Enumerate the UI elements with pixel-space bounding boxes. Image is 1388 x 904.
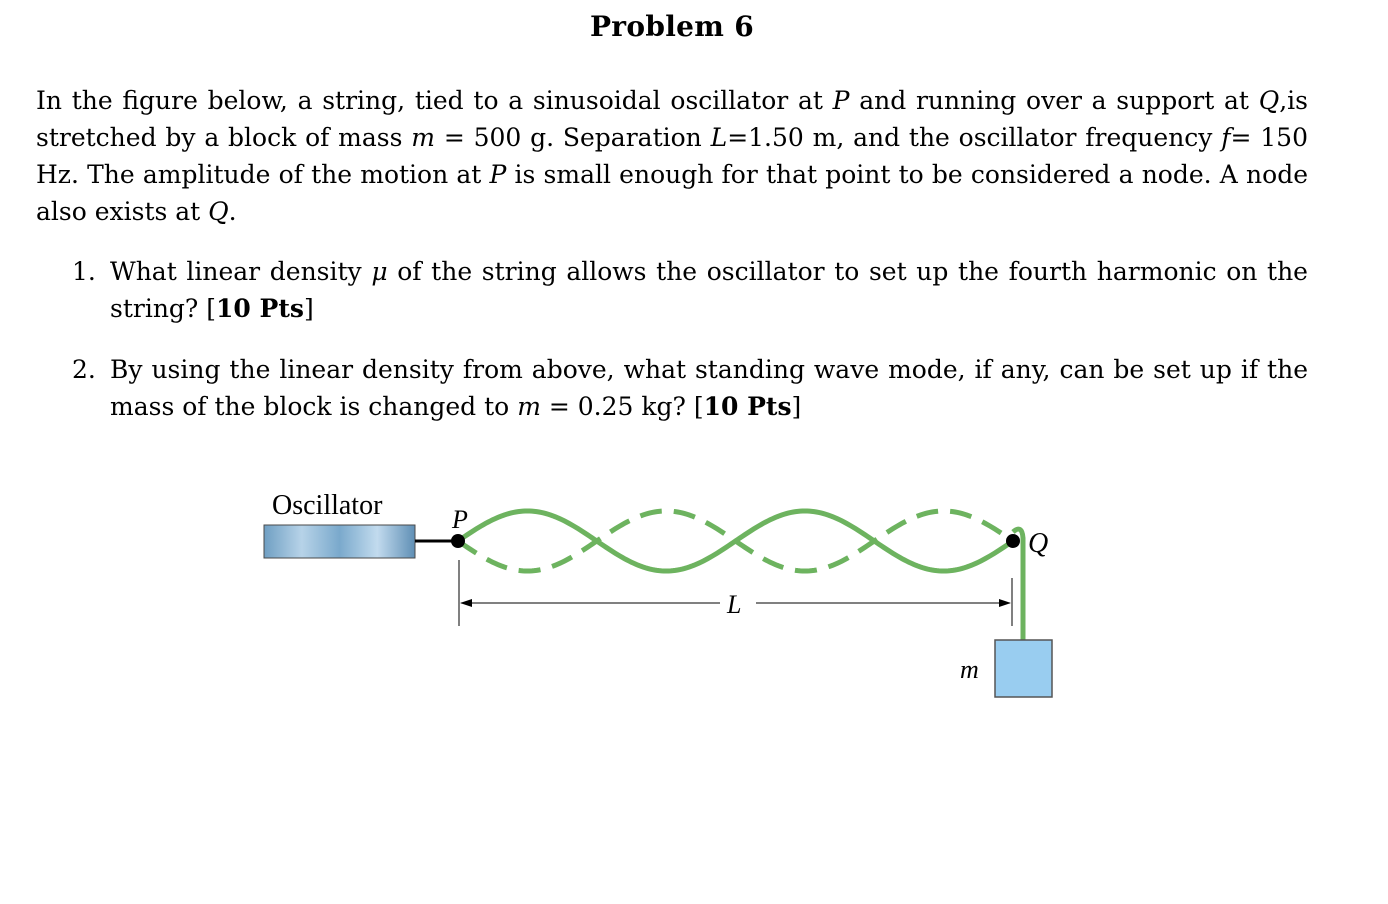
problem-statement: In the figure below, a string, tied to a sinusoidal oscillator at P and running over a support at Q,is stretched by a block of mass m = 500 g. Separation L=1.50 m, and the oscillator frequency f= 150 Hz. The amplitude of the motion at P is small enough for that point to be considered a node. A node also exists at Q.: [36, 86, 1308, 226]
problem-title: Problem 6: [589, 10, 755, 43]
string-solid-wave: [458, 511, 1013, 571]
question-2: 2. By using the linear density from above, what standing wave mode, if any, can be set up if the mass of the block is changed to m = 0.25 kg? [10 Pts]: [72, 351, 1308, 425]
standing-wave-figure: [250, 480, 1070, 720]
oscillator-label: Oscillator: [272, 490, 383, 521]
points-label: 10 Pts: [216, 294, 304, 323]
point-q-label: Q: [1028, 528, 1049, 559]
question-1: 1. What linear density μ of the string allows the oscillator to set up the fourth harmonic on the string? [10 Pts]: [72, 253, 1308, 327]
question-number: 2.: [72, 355, 96, 384]
question-number: 1.: [72, 257, 96, 286]
mass-label: m: [960, 655, 979, 684]
support-q-dot: [1006, 534, 1020, 548]
figure-svg: [250, 480, 1070, 720]
points-label: 10 Pts: [703, 392, 792, 421]
node-p-dot: [451, 534, 465, 548]
hanging-block: [995, 640, 1052, 697]
point-p-label: P: [452, 505, 468, 534]
oscillator-box: [264, 525, 415, 558]
length-label: L: [727, 590, 742, 619]
